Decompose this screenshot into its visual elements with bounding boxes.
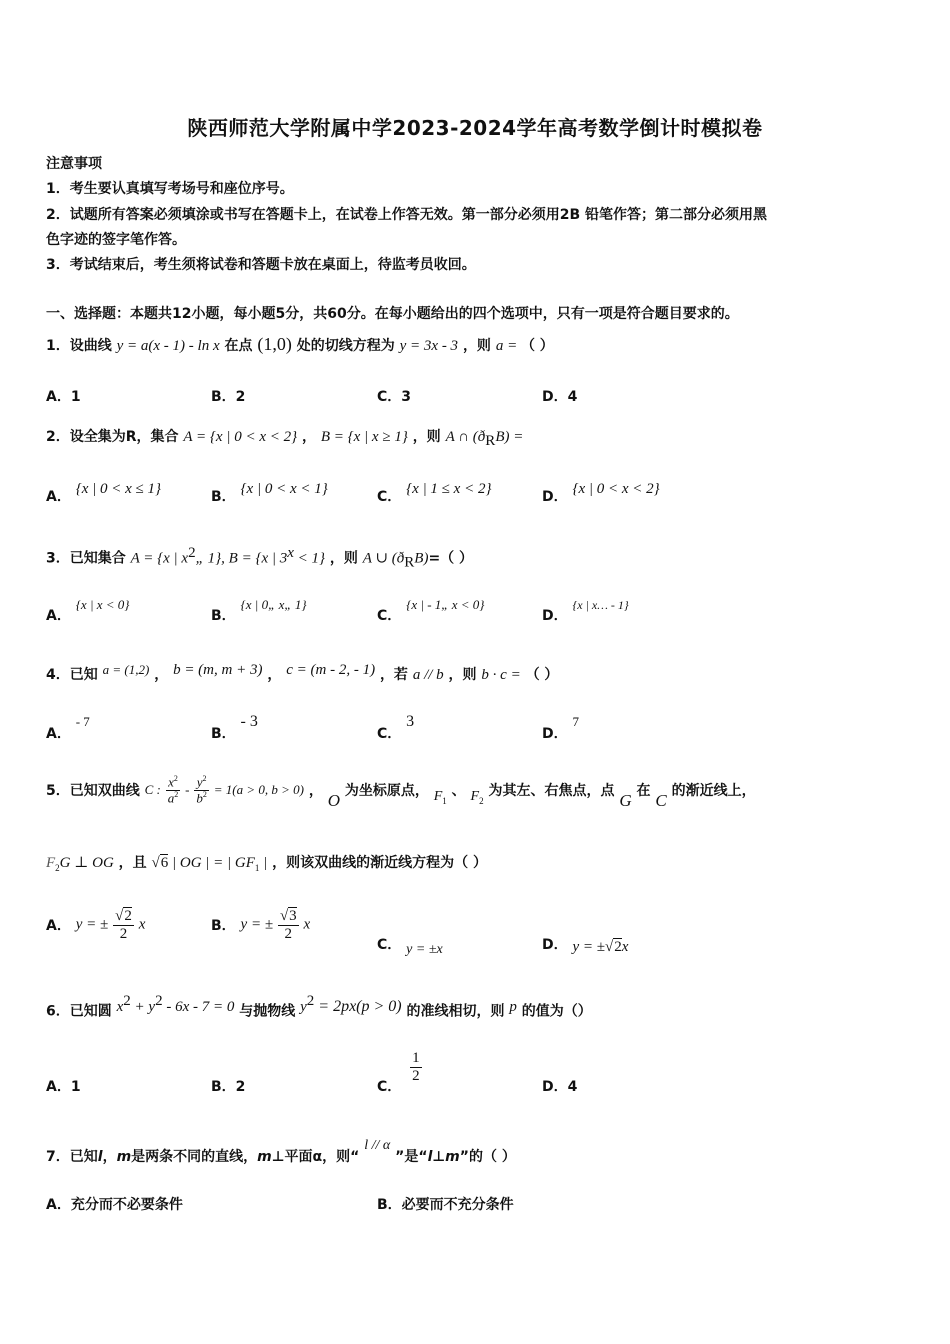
q6-post: 的值为（） <box>521 1003 592 1020</box>
q4-mid: ，若 <box>379 667 408 683</box>
q1-post: ，则 <box>462 338 491 354</box>
q7-mid2: ”是“ <box>395 1149 428 1165</box>
q7-l2: l <box>427 1149 433 1165</box>
q7-l: l <box>97 1149 103 1165</box>
q5-frac-y: $\frac{y^2}{b^2}$ <box>196 774 207 805</box>
q6-mid2: 的准线相切，则 <box>406 1003 505 1020</box>
q3-option-c-label: C． <box>377 608 402 624</box>
q6-option-c-num: 1 <box>412 1050 420 1066</box>
q5-option-a-den: 2 <box>119 925 128 942</box>
q5-option-a <box>46 908 145 942</box>
q1-mid: 在点 <box>224 338 253 354</box>
q6-parabola-2: = 2px(p > 0) <box>314 997 402 1015</box>
notice-item-1: 1．考生要认真填写考场号和座位序号。 <box>46 181 294 197</box>
q6-option-d-value: 4 <box>567 1079 578 1095</box>
q3-pre: 3．已知集合 <box>46 550 126 567</box>
section-heading: 一、选择题：本题共12小题，每小题5分，共60分。在每小题给出的四个选项中，只有一项是符合题目要求的。 <box>46 306 739 322</box>
q1-point: (1,0) <box>257 334 292 354</box>
q3-option-c <box>377 597 485 625</box>
q1-tangent-line: y = 3x - 3 <box>399 338 459 354</box>
q7-m3: m <box>445 1149 460 1165</box>
q3-paren: =（ ） <box>428 550 474 567</box>
q5-f1: F <box>433 789 443 805</box>
q2-option-b-value: {x | 0 < x < 1} <box>240 481 328 497</box>
q5-option-b-frac: $\frac{√3}{2}$ <box>279 908 297 942</box>
q7-condition: l // α <box>364 1138 391 1153</box>
q4-option-b-value: - 3 <box>240 713 258 730</box>
q5-comma: ， <box>308 783 323 800</box>
q3-mid: ，则 <box>329 550 358 567</box>
q4-option-a-value: - 7 <box>75 714 90 729</box>
q5-f2: F <box>470 789 480 805</box>
q4-sep-2: ， <box>267 667 282 683</box>
q2-option-d <box>542 481 660 506</box>
q6-option-c-den: 2 <box>412 1067 420 1084</box>
q5-relation: | OG | = | GF <box>168 855 255 871</box>
q4-vector-b: b = (m, m + 3) <box>173 662 263 678</box>
q4-sep-1: ， <box>154 667 169 683</box>
q6-option-b-value: 2 <box>235 1079 246 1095</box>
q2-option-c-label: C． <box>377 489 402 505</box>
q7-option-a: A．充分而不必要条件 <box>46 1197 183 1213</box>
q5-foci-text: 为其左、右焦点，点 <box>488 783 615 800</box>
q1-option-a: A．1 <box>46 389 81 405</box>
q6-pre: 6．已知圆 <box>46 1003 112 1020</box>
q4-option-c-value: 3 <box>406 713 415 730</box>
q5-relation-sub: 1 <box>254 862 260 873</box>
q2-option-a <box>46 481 162 506</box>
q5-option-c-value: y = ±x <box>406 942 443 957</box>
page-title: 陕西师范大学附属中学2023-2024学年高考数学倒计时模拟卷 <box>187 116 763 140</box>
q5-option-b-num: 3 <box>289 908 297 924</box>
question-6 <box>46 993 592 1021</box>
q5-f1-sub: 1 <box>442 796 447 807</box>
q7-mid: 是两条不同的直线， <box>131 1149 258 1165</box>
q3-option-c-value: {x | - 1„ x < 0} <box>406 597 485 612</box>
q6-option-d-label: D． <box>542 1079 568 1095</box>
q3-option-a <box>46 597 130 625</box>
question-1 <box>46 334 554 355</box>
q5-curve-c: C <box>655 791 667 811</box>
q5-origin-text: 为坐标原点， <box>344 783 429 800</box>
q6-p: p <box>509 998 517 1015</box>
q1-paren: （ ） <box>520 338 554 354</box>
q5-f2-sub: 2 <box>479 796 484 807</box>
q1-option-c: C．3 <box>377 389 412 405</box>
q2-option-a-value: {x | 0 < x ≤ 1} <box>75 481 162 497</box>
notice-heading: 注意事项 <box>46 156 102 172</box>
q5-option-a-pre: y = ± <box>75 916 109 933</box>
q7-m: m <box>116 1149 132 1165</box>
q5-frac-x: $\frac{x^2}{a^2}$ <box>167 774 179 805</box>
q4-mid2: ，则 <box>448 667 477 683</box>
q3-option-d-label: D． <box>542 608 568 624</box>
q6-circle: x <box>116 998 124 1015</box>
question-5-line-2: $F_2G$ ⊥ OG ，且 √6 | OG | = | $GF_1$ | ，则该双曲线的渐近线方程为（ ） <box>46 855 488 873</box>
q6-circle-sup-1: 2 <box>123 993 131 1009</box>
q3-option-a-value: {x | x < 0} <box>75 597 130 612</box>
q5-option-a-num: 2 <box>124 908 132 924</box>
q2-option-b-label: B． <box>211 489 236 505</box>
q1-curve-formula: y = a(x - 1) - ln x <box>116 338 220 354</box>
q7-m2: m <box>257 1149 272 1165</box>
q3-set-a: A = {x | x <box>130 550 189 567</box>
question-5: 5．已知双曲线 C : $\frac{x^2}{a^2}$ - $\frac{y^2}{b^2}$ = 1(a > 0, b > 0) ， O 为坐标原点， $F_1$ 、 $F_2$ 为其左、右焦点，点 G 在 C 的渐近线上， <box>46 774 756 811</box>
q1-option-d: D．4 <box>542 389 578 405</box>
q5-option-d-label: D． <box>542 937 568 953</box>
q4-pre: 4．已知 <box>46 667 98 683</box>
q5-frac-x-num: x <box>168 774 174 790</box>
q5-curve-name: C : <box>144 782 161 798</box>
q5-option-a-frac: $\frac{√2}{2}$ <box>115 908 132 942</box>
q6-option-c-label: C． <box>377 1079 402 1095</box>
q6-option-c-frac <box>410 1050 422 1084</box>
q5-origin-o: O <box>327 791 340 811</box>
q4-option-c-label: C． <box>377 726 402 742</box>
notice-item-2: 2．试题所有答案必须填涂或书写在答题卡上，在试卷上作答无效。第一部分必须用2B 铅笔作答；第二部分必须用黑 <box>46 207 768 223</box>
q5-on: 在 <box>636 783 651 800</box>
q6-circle-sup-2: 2 <box>155 993 163 1009</box>
notice-item-3: 3．考试结束后，考生须将试卷和答题卡放在桌面上，待监考员收回。 <box>46 257 476 273</box>
q6-option-a-value: 1 <box>70 1079 81 1095</box>
q7-option-b: B．必要而不充分条件 <box>377 1197 514 1213</box>
q4-parallel: a // b <box>412 667 444 683</box>
q6-parabola: y <box>300 998 307 1015</box>
q4-dot: b · c = <box>481 667 521 683</box>
q5-point-g: G <box>619 791 632 811</box>
q5-frac-y-num: y <box>196 774 203 790</box>
q4-vector-c: c = (m - 2, - 1) <box>286 662 376 678</box>
q5-option-b-den: 2 <box>284 925 293 942</box>
q2-option-d-label: D． <box>542 489 568 505</box>
q5-option-a-label: A． <box>46 918 71 934</box>
q2-option-c-value: {x | 1 ≤ x < 2} <box>406 481 492 497</box>
q7-comma: ， <box>102 1149 117 1165</box>
q2-pre: 2．设全集为R，集合 <box>46 429 179 445</box>
q1-option-b: B．2 <box>211 389 246 405</box>
q3-set-b: , B = {x | 3 <box>221 550 288 567</box>
q7-post: ”的（ ） <box>459 1149 516 1165</box>
q5-pre: 5．已知双曲线 <box>46 783 140 800</box>
q3-set-b2: < 1} <box>293 550 326 567</box>
q4-option-b <box>211 713 258 743</box>
q6-mid: 与抛物线 <box>239 1003 296 1020</box>
q5-f2g-sub: 2 <box>55 862 60 873</box>
q5-ask: ，则该双曲线的渐近线方程为（ ） <box>272 855 488 871</box>
q4-option-d-label: D． <box>542 726 568 742</box>
q5-option-a-x: x <box>138 916 146 933</box>
q2-comma: ， <box>301 429 316 445</box>
q5-f2g: F <box>46 855 56 871</box>
question-7 <box>46 1138 516 1166</box>
q5-option-d-pre: y = ± <box>572 939 606 955</box>
q5-option-b-pre: y = ± <box>240 916 274 933</box>
q5-option-b-label: B． <box>211 918 236 934</box>
q2-option-d-value: {x | 0 < x < 2} <box>572 481 660 497</box>
q6-option-c <box>377 1050 422 1095</box>
q2-option-c <box>377 481 492 506</box>
q6-option-b <box>211 1076 245 1096</box>
q4-option-c <box>377 713 415 743</box>
q5-frac-y-den: b <box>196 789 203 805</box>
q5-frac-x-den: a <box>167 789 175 805</box>
q1-pre: 1．设曲线 <box>46 338 112 354</box>
q2-expr2: B) = <box>495 429 524 445</box>
q4-vector-a: a = (1,2) <box>102 662 150 677</box>
question-3 <box>46 545 473 571</box>
q5-asym-text: 的渐近线上， <box>671 783 756 800</box>
q6-parabola-sup: 2 <box>306 993 315 1009</box>
q5-and: ，且 <box>118 855 147 871</box>
q3-option-d <box>542 598 629 625</box>
q7-perp2: ⊥ <box>432 1149 446 1165</box>
q4-option-a-label: A． <box>46 726 71 742</box>
q7-pre: 7．已知 <box>46 1149 98 1165</box>
q5-option-c <box>377 934 443 957</box>
q5-option-d: D． y = ±√2x <box>542 937 629 955</box>
notice-item-2-cont: 色字迹的签字笔作答。 <box>46 232 186 248</box>
q5-equation-rest: = 1(a > 0, b > 0) <box>213 782 304 798</box>
q2-expr-sub: R <box>485 432 496 449</box>
q4-option-d-value: 7 <box>572 714 579 729</box>
q5-dun: 、 <box>451 783 466 800</box>
question-2 <box>46 426 523 450</box>
q6-circle-3: - 6x - 7 = 0 <box>162 998 235 1015</box>
q3-expr-sub: R <box>404 554 415 571</box>
q6-option-a-label: A． <box>46 1079 71 1095</box>
q3-set-b-sup: x <box>287 545 294 561</box>
q6-option-d <box>542 1076 577 1096</box>
q3-option-b-value: {x | 0„ x„ 1} <box>240 597 307 612</box>
q6-circle-2: + y <box>130 998 156 1015</box>
q2-option-b <box>211 481 328 506</box>
q3-set-a-sup: 2 <box>188 545 196 561</box>
q2-set-b: B = {x | x ≥ 1} <box>320 429 408 445</box>
q5-sqrt6: 6 <box>160 855 169 871</box>
q3-expr2: B) <box>414 550 429 567</box>
q3-option-d-value: {x | x… - 1} <box>572 598 629 612</box>
q3-option-b-label: B． <box>211 608 236 624</box>
q3-expr: A ∪ (ð <box>362 550 405 567</box>
q2-expr: A ∩ (ð <box>445 429 486 445</box>
q3-set-a2: „ 1} <box>195 550 222 567</box>
q3-option-a-label: A． <box>46 608 71 624</box>
q6-option-b-label: B． <box>211 1079 236 1095</box>
q6-option-a <box>46 1076 81 1096</box>
q4-option-d <box>542 714 579 743</box>
q7-perp: ⊥平面α，则“ <box>271 1149 360 1165</box>
q3-option-b <box>211 597 307 625</box>
q5-option-b-x: x <box>303 916 311 933</box>
q5-perp: G ⊥ OG <box>59 855 114 871</box>
q2-option-a-label: A． <box>46 489 71 505</box>
q1-mid2: 处的切线方程为 <box>296 338 395 354</box>
q4-option-b-label: B． <box>211 726 236 742</box>
q2-mid: ，则 <box>412 429 441 445</box>
q1-var: a = <box>495 338 521 354</box>
q5-option-c-label: C． <box>377 937 402 953</box>
q2-set-a: A = {x | 0 < x < 2} <box>183 429 298 445</box>
q5-relation2: | <box>259 855 268 871</box>
q4-paren: （ ） <box>525 667 559 683</box>
q5-option-b <box>211 908 310 942</box>
q4-option-a <box>46 714 90 743</box>
question-4 <box>46 664 558 684</box>
q5-option-d-rad: 2 <box>614 939 622 955</box>
q5-option-d-x: x <box>621 939 629 955</box>
